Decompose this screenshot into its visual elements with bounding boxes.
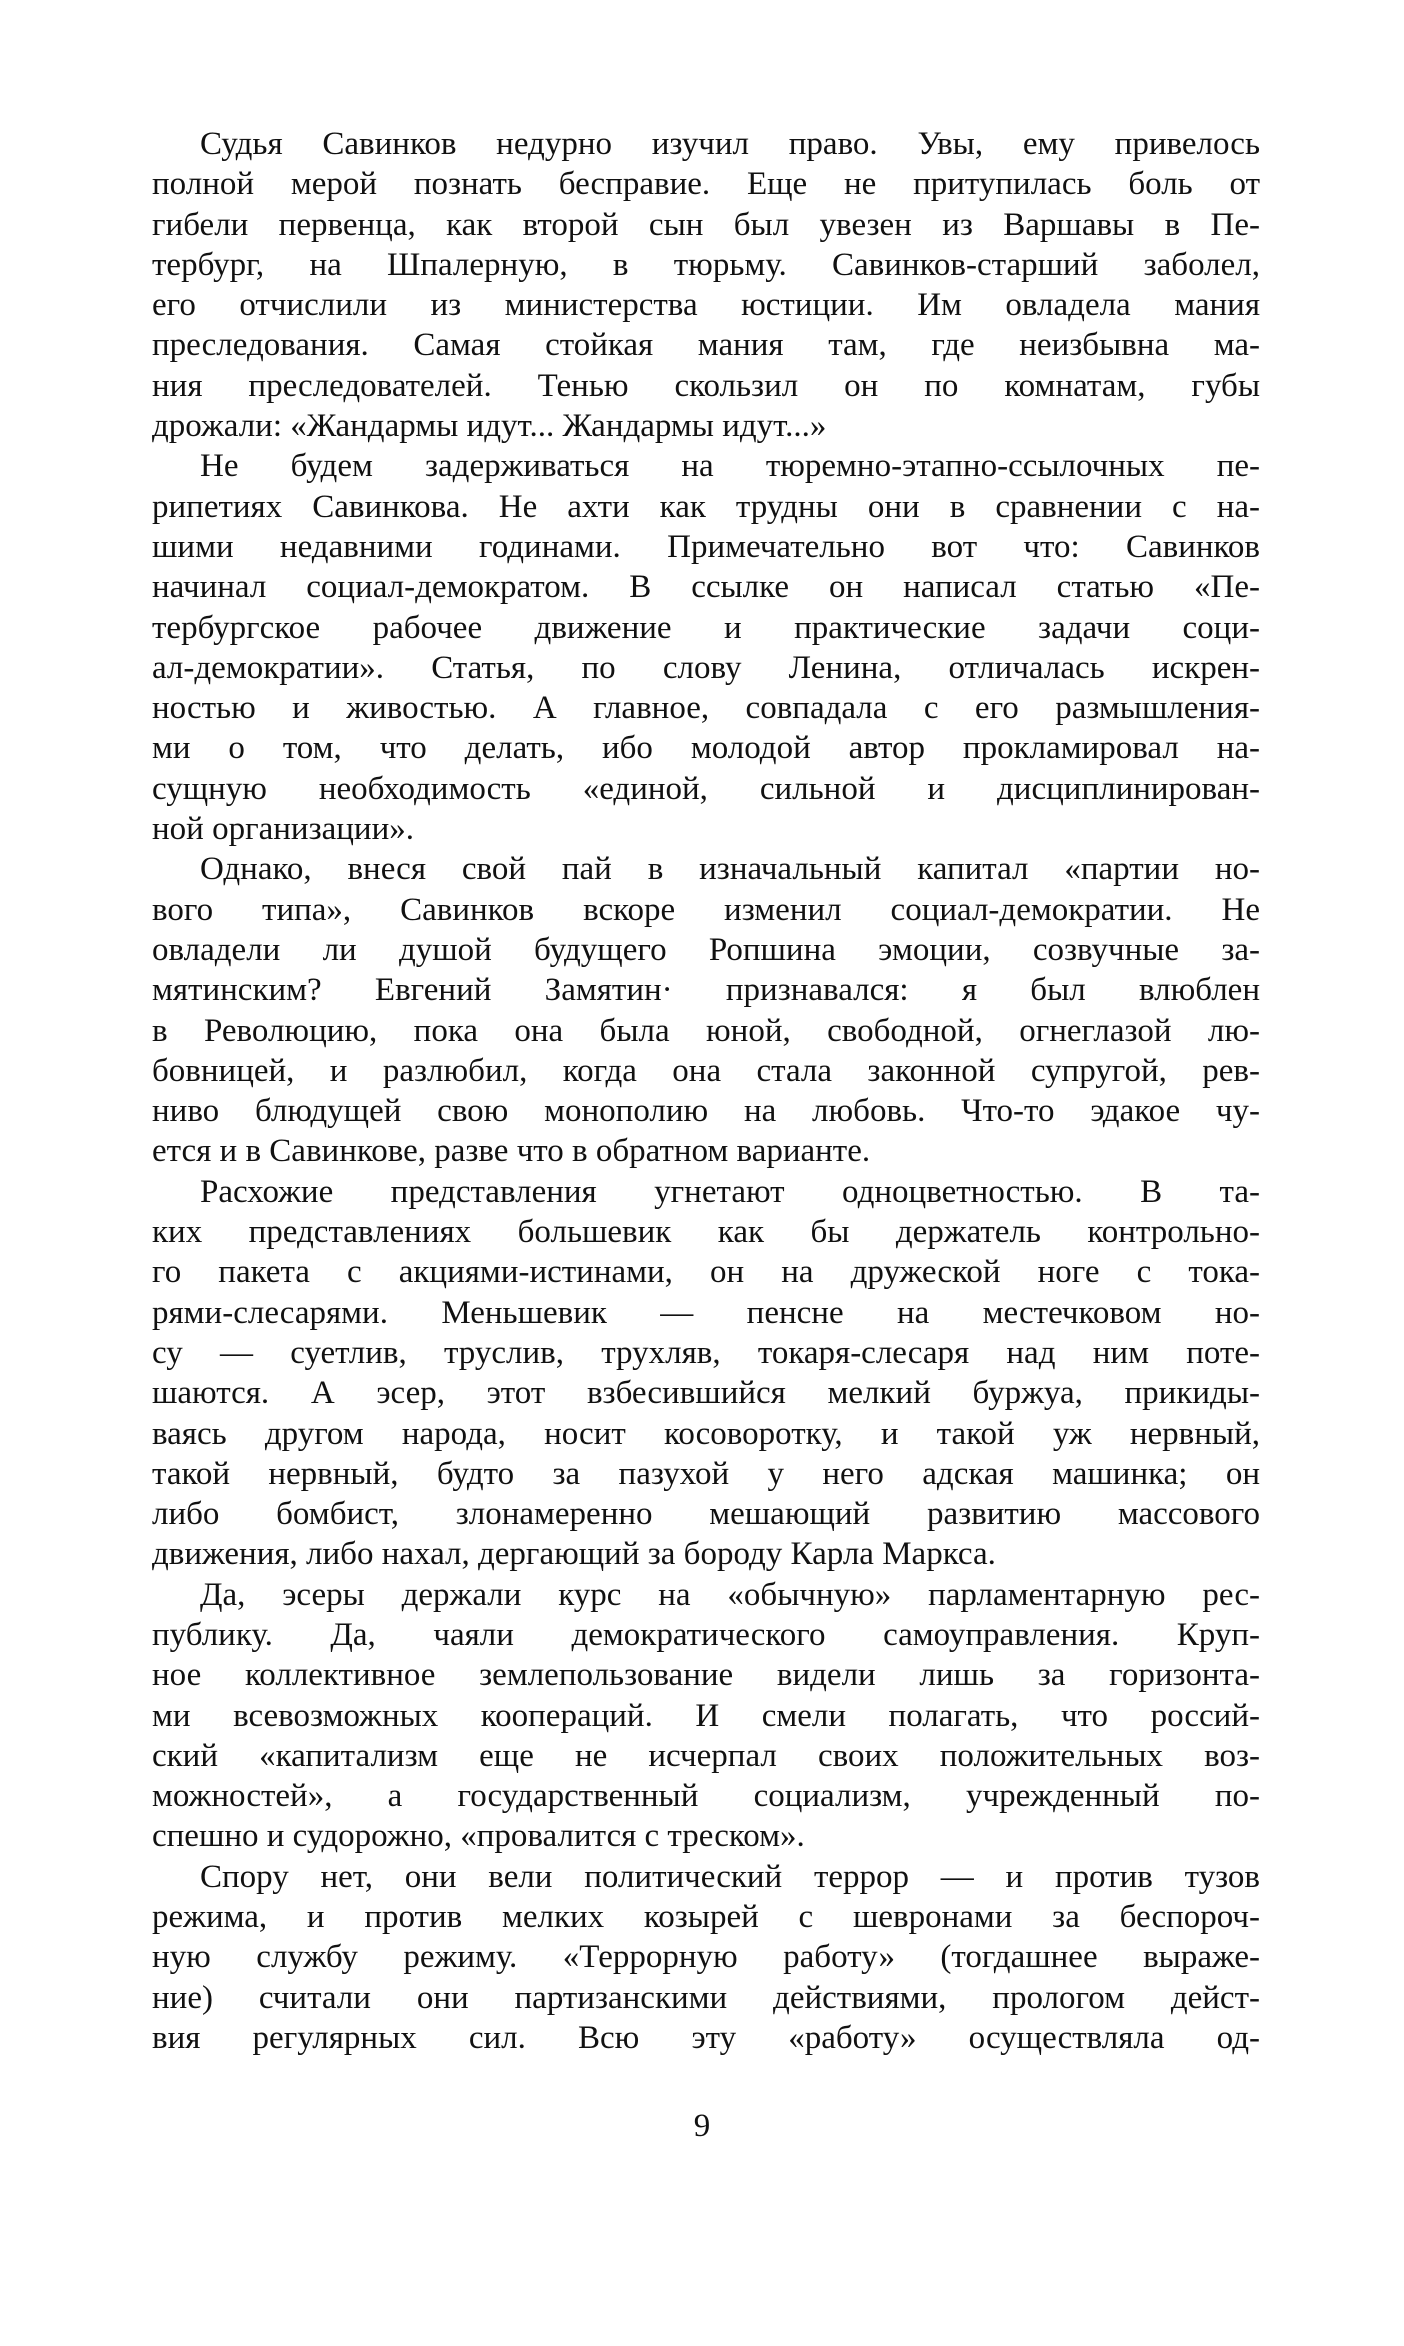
text-line: полной мерой познать бесправие. Еще не притупилась боль от <box>152 166 1260 203</box>
text-line: ную службу режиму. «Террорную работу» (тогдашнее выраже- <box>152 1939 1260 1976</box>
text-line: ми о том, что делать, ибо молодой автор прокламировал на- <box>152 730 1260 767</box>
text-line: режима, и против мелких козырей с шевронами за беспороч- <box>152 1899 1260 1936</box>
text-line: ной организации». <box>152 811 414 848</box>
text-line: Судья Савинков недурно изучил право. Увы, ему привелось <box>200 126 1260 162</box>
text-line: ния преследователей. Тенью скользил он по комнатам, губы <box>152 367 1260 404</box>
text-line: такой нервный, будто за пазухой у него адская машинка; он <box>152 1455 1260 1492</box>
text-line: начинал социал-демократом. В ссылке он написал статью «Пе- <box>152 569 1260 606</box>
text-line: можностей», а государственный социализм, учрежденный по- <box>152 1778 1260 1815</box>
paragraph <box>152 1575 1260 1857</box>
text-line: либо бомбист, злонамеренно мешающий развитию массового <box>152 1496 1260 1533</box>
text-line: спешно и судорожно, «провалится с треском». <box>152 1818 805 1855</box>
text-line: Спору нет, они вели политический террор — и против тузов <box>200 1858 1260 1895</box>
text-line: го пакета с акциями-истинами, он на дружеской ноге с тока- <box>152 1254 1260 1291</box>
text-line: ние) считали они партизанскими действиями, прологом дейст- <box>152 1979 1260 2016</box>
text-line: дрожали: «Жандармы идут... Жандармы идут...» <box>152 408 827 445</box>
text-line: ский «капитализм еще не исчерпал своих положительных воз- <box>152 1737 1260 1774</box>
text-line: Расхожие представления угнетают одноцветностью. В та- <box>200 1173 1260 1210</box>
paragraph <box>152 1172 1260 1575</box>
text-line: ал-демократии». Статья, по слову Ленина, отличалась искрен- <box>152 649 1260 686</box>
text-line: су — суетлив, труслив, трухляв, токаря-слесаря над ним поте- <box>152 1334 1260 1371</box>
text-line: ное коллективное землепользование видели лишь за горизонта- <box>152 1657 1260 1694</box>
text-line: рями-слесарями. Меньшевик — пенсне на местечковом но- <box>152 1294 1260 1331</box>
text-line: Да, эсеры держали курс на «обычную» парламентарную рес- <box>200 1576 1260 1613</box>
text-line: овладели ли душой будущего Ропшина эмоции, созвучные за- <box>152 931 1260 968</box>
text-line: тербург, на Шпалерную, в тюрьму. Савинков-старший заболел, <box>152 246 1260 283</box>
text-line: ностью и живостью. А главное, совпадала с его размышления- <box>152 690 1260 727</box>
text-line: тербургское рабочее движение и практические задачи соци- <box>152 609 1260 646</box>
text-line: шаются. А эсер, этот взбесившийся мелкий буржуа, прикиды- <box>152 1375 1260 1412</box>
text-line: его отчислили из министерства юстиции. Им овладела мания <box>152 287 1260 324</box>
text-line: вия регулярных сил. Всю эту «работу» осуществляла од- <box>152 2019 1260 2056</box>
text-line: гибели первенца, как второй сын был увезен из Варшавы в Пе- <box>152 206 1260 243</box>
text-line: Не будем задерживаться на тюремно-этапно-ссылочных пе- <box>200 448 1260 485</box>
text-line: рипетиях Савинкова. Не ахти как трудны они в сравнении с на- <box>152 488 1260 525</box>
text-line: ких представлениях большевик как бы держатель контрольно- <box>152 1214 1260 1251</box>
text-line: мятинским? Евгений Замятин· признавался: я был влюблен <box>152 972 1260 1009</box>
text-line: в Революцию, пока она была юной, свободной, огнеглазой лю- <box>152 1012 1260 1049</box>
paragraph <box>152 849 1260 1171</box>
body-text <box>152 124 1260 2058</box>
paragraph <box>152 124 1260 446</box>
text-line: ми всевозможных коопераций. И смели полагать, что россий- <box>152 1697 1260 1734</box>
text-line: шими недавними годинами. Примечательно вот что: Савинков <box>152 528 1260 565</box>
text-line: Однако, внеся свой пай в изначальный капитал «партии но- <box>200 851 1260 888</box>
text-line: сущную необходимость «единой, сильной и дисциплинирован- <box>152 770 1260 807</box>
text-line: ваясь другом народа, носит косоворотку, и такой уж нервный, <box>152 1415 1260 1452</box>
paragraph <box>152 446 1260 849</box>
text-line: ется и в Савинкове, разве что в обратном варианте. <box>152 1133 871 1170</box>
text-line: публику. Да, чаяли демократического самоуправления. Круп- <box>152 1616 1260 1653</box>
text-line: ниво блюдущей свою монополию на любовь. Что-то эдакое чу- <box>152 1093 1260 1130</box>
text-line: преследования. Самая стойкая мания там, где неизбывна ма- <box>152 327 1260 364</box>
text-line: бовницей, и разлюбил, когда она стала законной супругой, рев- <box>152 1052 1260 1089</box>
text-line: движения, либо нахал, дергающий за бороду Карла Маркса. <box>152 1536 996 1573</box>
text-line: вого типа», Савинков вскоре изменил социал-демократии. Не <box>152 891 1260 928</box>
page-number: 9 <box>693 2108 711 2144</box>
paragraph <box>152 1857 1260 2058</box>
